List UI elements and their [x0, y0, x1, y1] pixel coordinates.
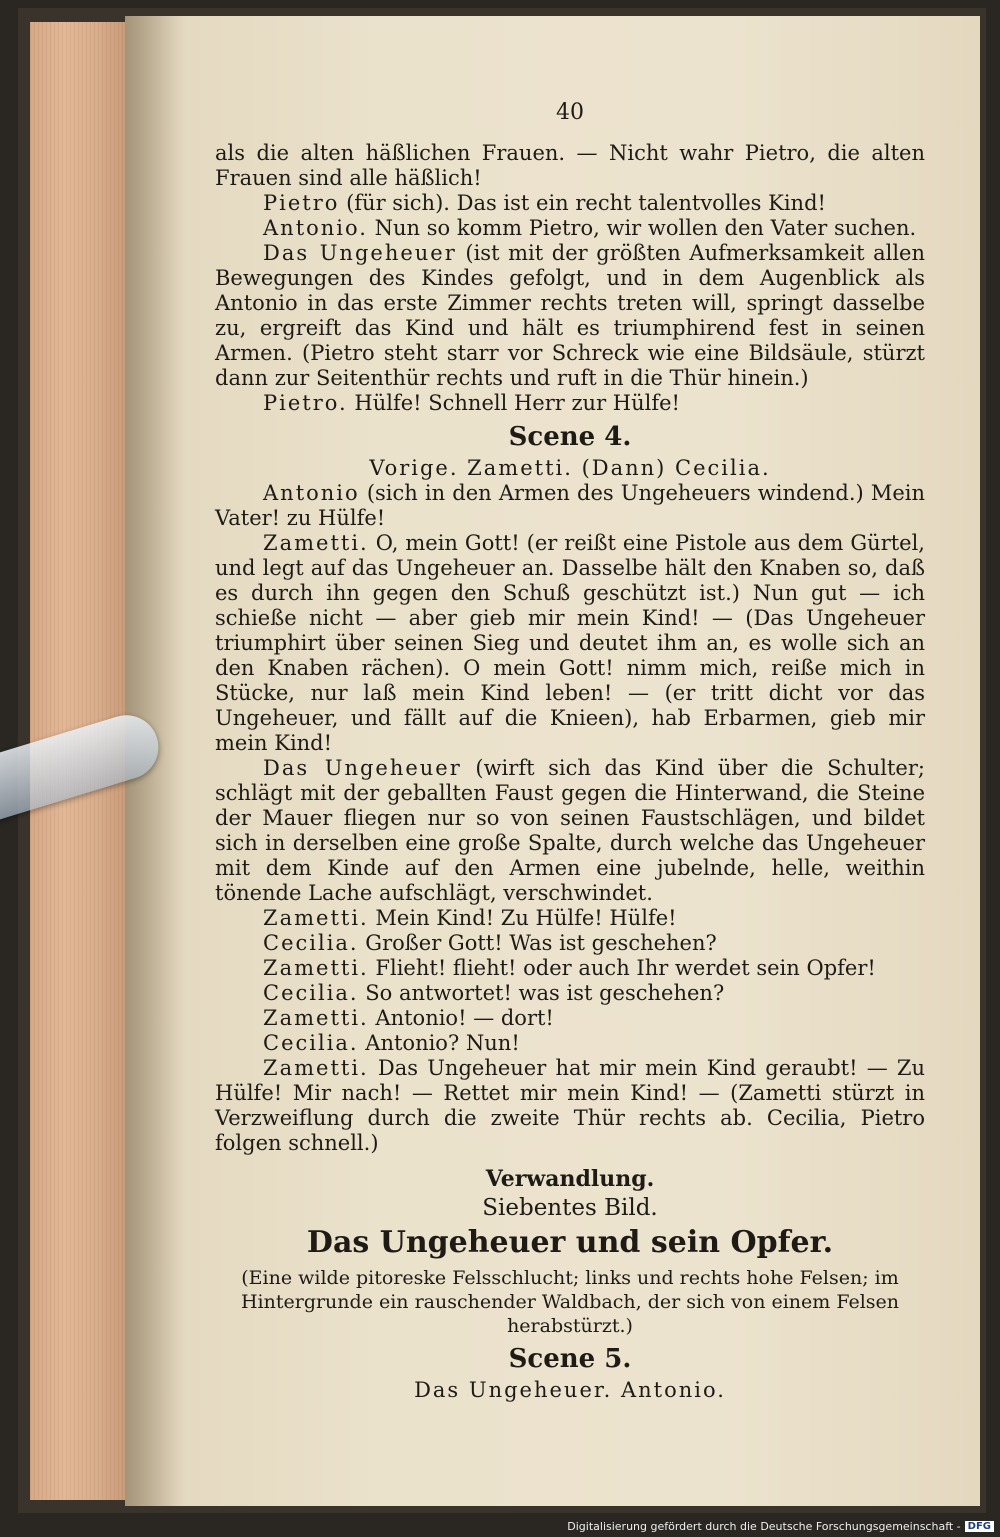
speaker-name: Antonio	[263, 481, 360, 505]
dialog-line	[215, 1056, 925, 1156]
scene-cast: Vorige. Zametti. (Dann) Cecilia.	[369, 456, 771, 480]
scene-heading: Scene 5.	[508, 1344, 632, 1374]
dialog-text: Nun so komm Pietro, wir wollen den Vater suchen.	[374, 216, 917, 240]
dialog-line	[215, 756, 925, 906]
dialog-list	[215, 906, 925, 1056]
stage-direction: (Eine wilde pitoreske Felsschlucht; links und rechts hohe Felsen; im Hintergrunde ein rauschender Waldbach, der sich von einem Felsen herabstürzt.)	[240, 1267, 900, 1337]
dialog-text: Mein Kind! Zu Hülfe! Hülfe!	[375, 906, 677, 930]
footer-text: Digitalisierung gefördert durch die Deutsche Forschungsgemeinschaft -	[567, 1520, 961, 1533]
page-number: 40	[556, 100, 584, 125]
dialog-line	[215, 391, 925, 416]
dialog-line	[215, 531, 925, 756]
scene-heading: Scene 4.	[508, 422, 632, 452]
speaker-name: Antonio.	[263, 216, 368, 240]
dialog-line	[215, 956, 925, 981]
dialog-text: Hülfe! Schnell Herr zur Hülfe!	[354, 391, 680, 415]
speaker-name: Zametti.	[263, 906, 369, 930]
paragraph: als die alten häßlichen Frauen. — Nicht wahr Pietro, die alten Frauen sind alle häßlich!	[215, 141, 925, 190]
dialog-line	[215, 1006, 925, 1031]
dialog-text: (für sich). Das ist ein recht talentvolles Kind!	[346, 191, 826, 215]
speaker-name: Zametti.	[263, 531, 369, 555]
dialog-line	[215, 241, 925, 391]
dialog-line	[215, 981, 925, 1006]
speaker-name: Das Ungeheuer	[263, 756, 462, 780]
tableau-title: Das Ungeheuer und sein Opfer.	[306, 1225, 834, 1260]
speaker-name: Zametti.	[263, 1056, 369, 1080]
dialog-line	[215, 191, 925, 216]
speaker-name: Pietro	[263, 191, 340, 215]
speaker-name: Zametti.	[263, 956, 369, 980]
speaker-name: Pietro.	[263, 391, 348, 415]
dialog-text: Antonio! — dort!	[375, 1006, 554, 1030]
speaker-name: Cecilia.	[263, 931, 359, 955]
dialog-line	[215, 906, 925, 931]
dialog-line	[215, 481, 925, 531]
dialog-text: Antonio? Nun!	[365, 1031, 520, 1055]
transformation-heading: Verwandlung.	[485, 1166, 655, 1192]
footer-credit	[567, 1520, 994, 1533]
speaker-name: Cecilia.	[263, 1031, 359, 1055]
speaker-name: Zametti.	[263, 1006, 369, 1030]
tableau-heading: Siebentes Bild.	[482, 1195, 658, 1221]
dialog-text: Großer Gott! Was ist geschehen?	[365, 931, 717, 955]
dialog-line	[215, 931, 925, 956]
dialog-text: Flieht! flieht! oder auch Ihr werdet sein Opfer!	[375, 956, 876, 980]
dialog-line	[215, 1031, 925, 1056]
dialog-text: So antwortet! was ist geschehen?	[365, 981, 725, 1005]
scene-cast: Das Ungeheuer. Antonio.	[414, 1378, 726, 1402]
speaker-name: Das Ungeheuer	[263, 241, 457, 265]
speaker-name: Cecilia.	[263, 981, 359, 1005]
dfg-logo: DFG	[965, 1521, 994, 1532]
dialog-text: O, mein Gott! (er reißt eine Pistole aus dem Gürtel, und legt auf das Ungeheuer an. Dasselbe hält den Knaben so, daß es durch ihn gegen den Schuß geschützt ist.) Nun gut — ich schieße nicht — aber gieb mir mein Kind! — (Das Ungeheuer triumphirt über seinen Sieg und deutet ihm an, es wolle sich an den Knaben rächen). O mein Gott! nimm mich, reiße mich in Stücke, nur laß mein Kind leben! — (er tritt dicht vor das Ungeheuer, und fällt auf die Knieen), hab Erbarmen, gieb mir mein Kind!	[215, 531, 925, 755]
dialog-line	[215, 216, 925, 241]
dialog-text: (ist mit der größten Aufmerksamkeit allen Bewegungen des Kindes gefolgt, und in dem Augenblick als Antonio in das erste Zimmer rechts treten will, springt dasselbe zu, ergreift das Kind und hält es triumphirend fest in seinen Armen. (Pietro steht starr vor Schreck wie eine Bildsäule, stürzt dann zur Seitenthür rechts und ruft in die Thür hinein.)	[215, 241, 926, 390]
dialog-text: Das Ungeheuer hat mir mein Kind geraubt! — Zu Hülfe! Mir nach! — Rettet mir mein Kind! — (Zametti stürzt in Verzweiflung durch die zweite Thür rechts ab. Cecilia, Pietro folgen schnell.)	[215, 1056, 925, 1155]
dialog-text: (sich in den Armen des Ungeheuers windend.) Mein Vater! zu Hülfe!	[215, 481, 925, 530]
dialog-text: (wirft sich das Kind über die Schulter; schlägt mit der geballten Faust gegen die Hinterwand, die Steine der Mauer fliegen nur so von seinen Faustschlägen, und bildet sich in derselben eine große Spalte, durch welche das Ungeheuer mit dem Kinde auf den Armen eine jubelnde, helle, weithin tönende Lache aufschlägt, verschwindet.	[215, 756, 925, 905]
page-text	[215, 100, 925, 1403]
